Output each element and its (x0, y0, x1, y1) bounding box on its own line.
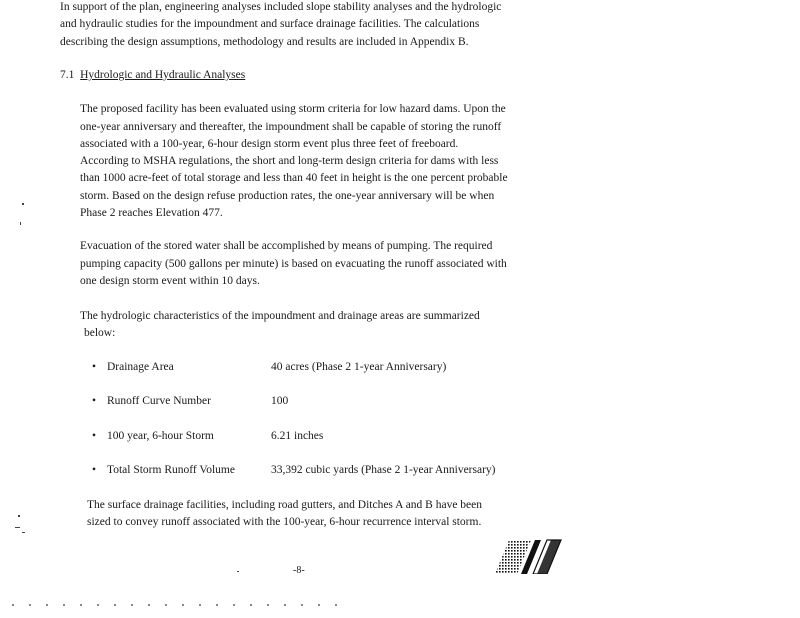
intro-line-3: describing the design assumptions, methodology and results are included in Appendix B. (60, 36, 469, 48)
paragraph3-line: The hydrologic characteristics of the impoundment and drainage areas are summarized (80, 310, 480, 322)
bullet-value: 100 (271, 395, 289, 407)
scan-speck (15, 527, 20, 528)
bullet-marker: • (92, 430, 97, 442)
scan-speck (20, 222, 21, 225)
bullet-label: Total Storm Runoff Volume (107, 464, 235, 476)
paragraph1-line: than 1000 acre-feet of total storage and less than 40 feet in height is the one percent probable (80, 172, 508, 184)
paragraph4-line: sized to convey runoff associated with the 100-year, 6-hour recurrence interval storm. (87, 516, 482, 528)
bullet-value: 40 acres (Phase 2 1-year Anniversary) (271, 361, 447, 373)
scan-speck (22, 203, 24, 205)
bullet-label: 100 year, 6-hour Storm (107, 430, 214, 442)
footer-scan-dots (12, 604, 342, 606)
paragraph3-line: below: (84, 327, 116, 339)
paragraph2-line: one design storm event within 10 days. (80, 275, 260, 287)
bullet-marker: • (92, 464, 97, 476)
company-logo (493, 538, 563, 574)
bullet-item (0, 393, 800, 411)
bullet-marker: • (92, 361, 97, 373)
paragraph2-line: Evacuation of the stored water shall be accomplished by means of pumping. The required (80, 240, 493, 252)
section-title: Hydrologic and Hydraulic Analyses (80, 69, 246, 81)
paragraph1-line: Phase 2 reaches Elevation 477. (80, 207, 223, 219)
bullet-label: Drainage Area (107, 361, 174, 373)
bullet-label: Runoff Curve Number (107, 395, 211, 407)
bullet-item (0, 462, 800, 480)
paragraph1-line: The proposed facility has been evaluated using storm criteria for low hazard dams. Upon the (80, 103, 506, 115)
section-heading (60, 67, 245, 85)
intro-line-2: and hydraulic studies for the impoundment and surface drainage facilities. The calculations (60, 18, 480, 30)
bullet-value: 6.21 inches (271, 430, 324, 442)
paragraph1-line: storm. Based on the design refuse production rates, the one-year anniversary will be when (80, 190, 495, 202)
bullet-item (0, 359, 800, 377)
paragraph1-line: associated with a 100-year, 6-hour design storm event plus three feet of freeboard. (80, 138, 459, 150)
scan-speck (22, 532, 25, 533)
paragraph1-line: According to MSHA regulations, the short and long-term design criteria for dams with less (80, 155, 499, 167)
bullet-item (0, 428, 800, 446)
section-number: 7.1 (60, 69, 75, 81)
page-number: -8- (293, 565, 305, 576)
paragraph1-line: one-year anniversary and thereafter, the impoundment shall be capable of storing the runoff (80, 121, 502, 133)
paragraph2-line: pumping capacity (500 gallons per minute) is based on evacuating the runoff associated with (80, 258, 507, 270)
scan-speck (18, 515, 20, 517)
intro-line-1: In support of the plan, engineering analyses included slope stability analyses and the hydrologic (60, 1, 502, 13)
bullet-marker: • (92, 395, 97, 407)
paragraph4-line: The surface drainage facilities, including road gutters, and Ditches A and B have been (87, 499, 483, 511)
bullet-value: 33,392 cubic yards (Phase 2 1-year Anniversary) (271, 464, 496, 476)
scan-speck (237, 571, 239, 572)
